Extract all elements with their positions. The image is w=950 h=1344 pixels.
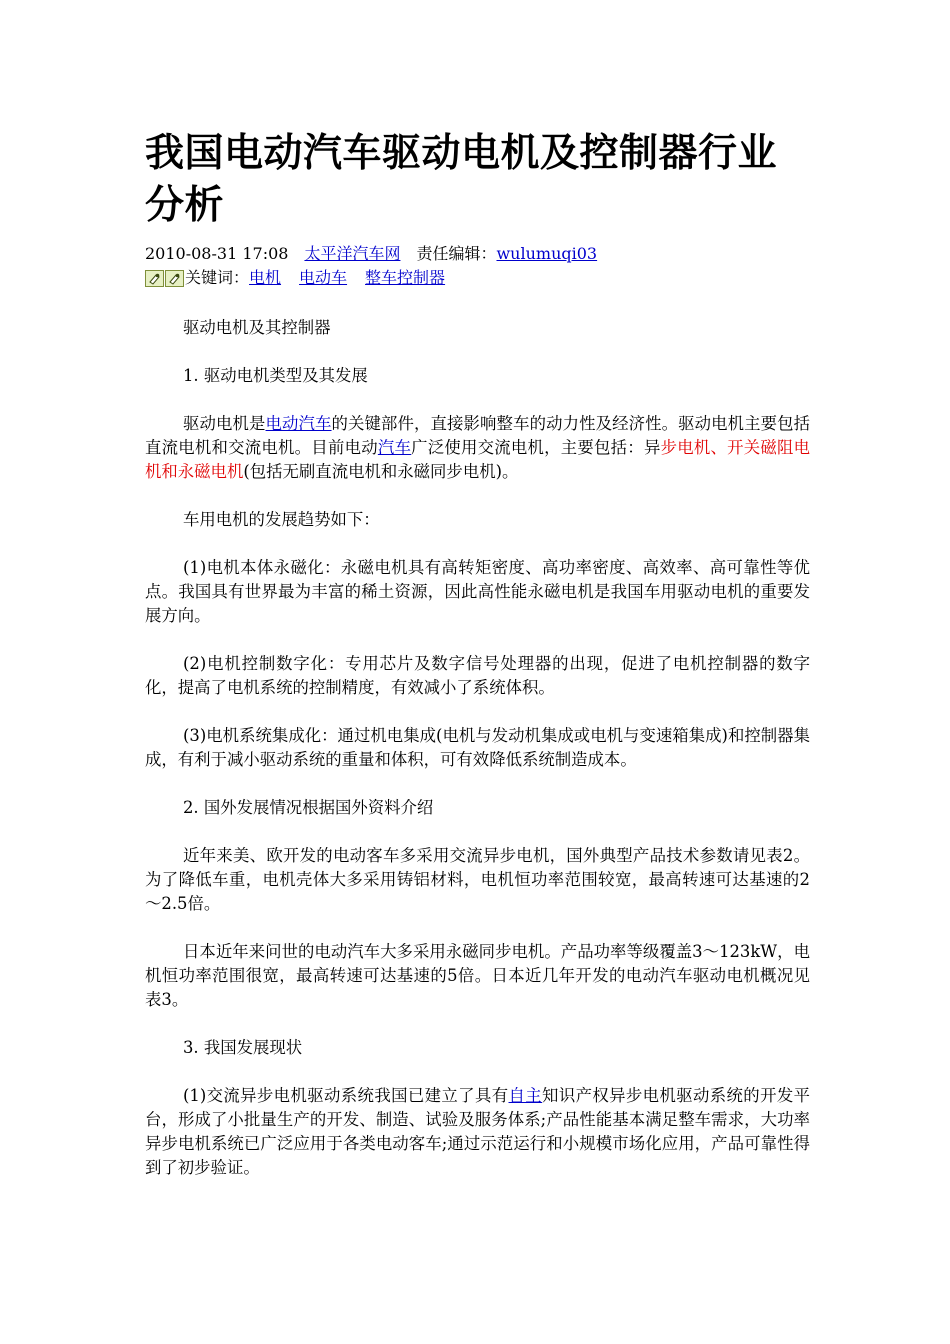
section-heading: 3. 我国发展现状 [183,1038,303,1057]
paragraph-text: 知识产权异步电机驱动系统的开发平台，形成了小批量生产的开发、制造、试验及服务体系;产品性能基本满足整车需求，大功率异步电机系统已广泛应用于各类电动客车;通过示范运行和小规模市场化应用，产品可靠性得到了初步验证。 [145,1086,811,1177]
source-link[interactable]: 太平洋汽车网 [304,244,401,263]
article-meta [145,242,810,266]
paragraph-text: (1)交流异步电机驱动系统我国已建立了具有 [183,1086,509,1105]
inline-link-electric-car[interactable]: 电动汽车 [265,414,332,433]
paragraph: 日本近年来问世的电动汽车大多采用永磁同步电机。产品功率等级覆盖3～123kW，电机恒功率范围很宽，最高转速可达基速的5倍。日本近几年开发的电动汽车驱动电机概况见表3。 [145,942,810,1009]
article [145,128,810,1204]
paragraph: 驱动电机及其控制器 [183,318,331,337]
editor-label: 责任编辑： [416,244,497,263]
paragraph [145,1084,810,1180]
inline-link-car[interactable]: 汽车 [377,438,412,457]
paragraph: 车用电机的发展趋势如下： [183,510,380,529]
paragraph: (2)电机控制数字化：专用芯片及数字信号处理器的出现，促进了电机控制器的数字化，提高了电机系统的控制精度，有效减小了系统体积。 [145,654,810,697]
page-title: 我国电动汽车驱动电机及控制器行业分析 [145,131,778,228]
paragraph: (3)电机系统集成化：通过机电集成(电机与发动机集成或电机与变速箱集成)和控制器集成，有利于减小驱动系统的重量和体积，可有效降低系统制造成本。 [145,726,810,769]
keywords-label: 关键词： [185,268,250,287]
inline-link-independent[interactable]: 自主 [508,1086,543,1105]
keyword-link-electric-vehicle[interactable]: 电动车 [299,268,348,287]
paragraph-text: 广泛使用交流电机，主要包括：异 [411,438,661,457]
paragraph: (1)电机本体永磁化：永磁电机具有高转矩密度、高功率密度、高效率、高可靠性等优点。我国具有世界最为丰富的稀土资源，因此高性能永磁电机是我国车用驱动电机的重要发展方向。 [145,558,810,625]
paragraph [145,412,810,484]
keyword-icon [145,270,164,287]
paragraph-text: (包括无刷直流电机和永磁同步电机)。 [243,462,519,481]
section-heading: 1. 驱动电机类型及其发展 [183,366,368,385]
publish-datetime: 2010-08-31 17:08 [145,244,289,263]
paragraph: 近年来美、欧开发的电动客车多采用交流异步电机，国外典型产品技术参数请见表2。为了降低车重，电机壳体大多采用铸铝材料，电机恒功率范围较宽，最高转速可达基速的2～2.5倍。 [145,846,810,913]
highlighted-text: 步电机、开关磁阻电机和永磁电机 [145,438,811,481]
paragraph-text: 的关键部件，直接影响整车的动力性及经济性。驱动电机主要包括直流电机和交流电机。目前电动 [145,414,811,457]
paragraph-text: 驱动电机是 [183,414,266,433]
keywords-row [145,266,810,290]
keyword-link-vehicle-controller[interactable]: 整车控制器 [365,268,446,287]
article-body [145,316,810,1180]
keyword-icon [165,270,184,287]
keyword-link-motor[interactable]: 电机 [249,268,282,287]
section-heading: 2. 国外发展情况根据国外资料介绍 [183,798,434,817]
editor-link[interactable]: wulumuqi03 [496,244,598,263]
